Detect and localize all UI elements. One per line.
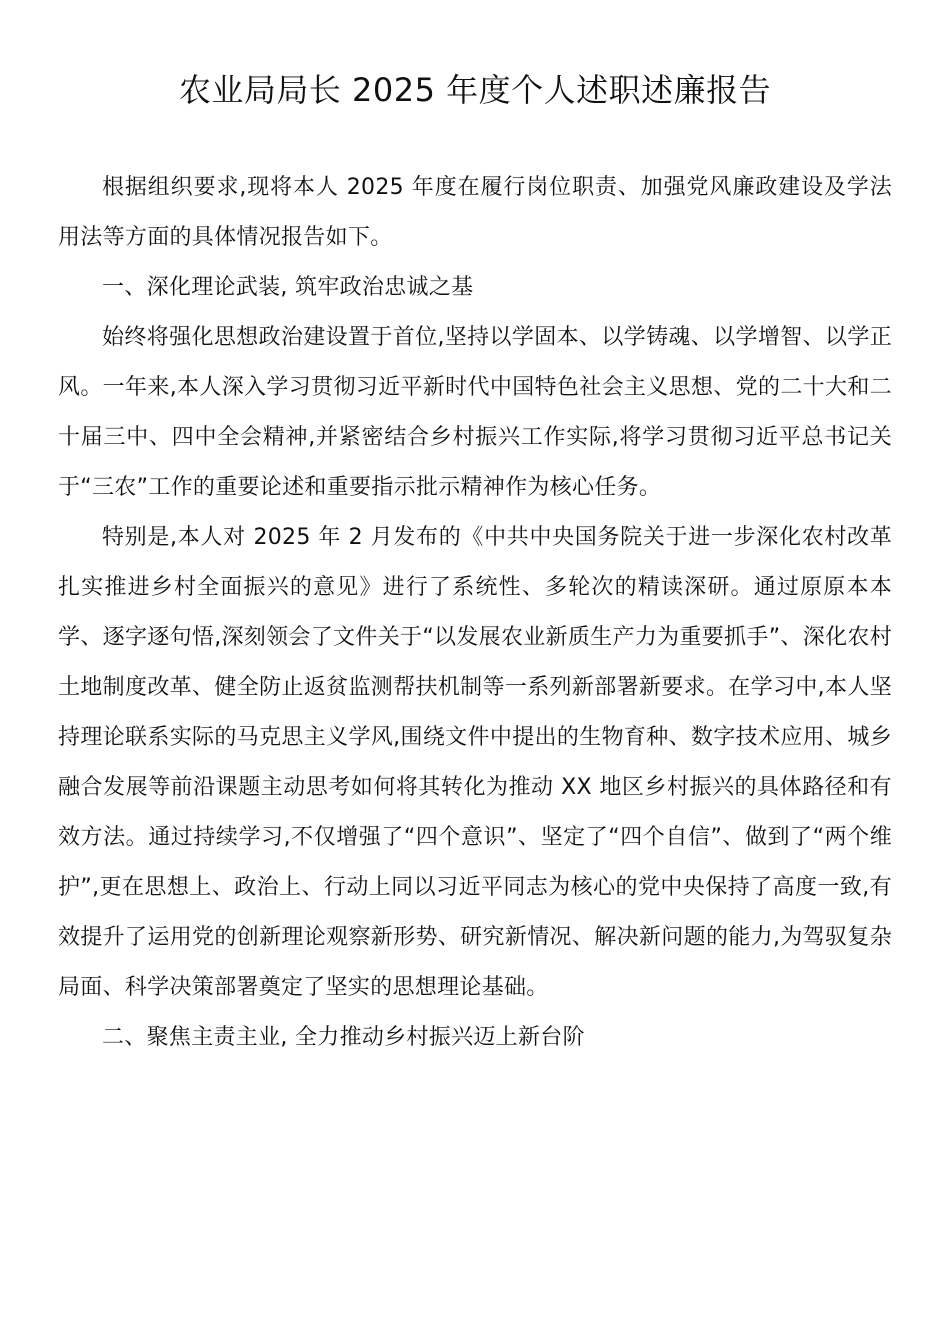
section-heading-1: 一、深化理论武装, 筑牢政治忠诚之基 xyxy=(102,275,474,300)
section1-paragraph-1: 始终将强化思想政治建设置于首位,坚持以学固本、以学铸魂、以学增智、以学正风。一年来,本人深入学习贯彻习近平新时代中国特色社会主义思想、党的二十大和二十届三中、四中全会精神,并紧密结合乡村振兴工作实际,将学习贯彻习近平总书记关于“三农”工作的重要论述和重要指示批示精神作为核心任务。 xyxy=(58,325,892,500)
intro-paragraph: 根据组织要求,现将本人 2025 年度在履行岗位职责、加强党风廉政建设及学法用法等方面的具体情况报告如下。 xyxy=(58,175,892,250)
section1-paragraph-2: 特别是,本人对 2025 年 2 月发布的《中共中央国务院关于进一步深化农村改革扎实推进乡村全面振兴的意见》进行了系统性、多轮次的精读深研。通过原原本本学、逐字逐句悟,深刻领会了文件关于“以发展农业新质生产力为重要抓手”、深化农村土地制度改革、健全防止返贫监测帮扶机制等一系列新部署新要求。在学习中,本人坚持理论联系实际的马克思主义学风,围绕文件中提出的生物育种、数字技术应用、城乡融合发展等前沿课题主动思考如何将其转化为推动 XX 地区乡村振兴的具体路径和有效方法。通过持续学习,不仅增强了“四个意识”、坚定了“四个自信”、做到了“两个维护”,更在思想上、政治上、行动上同以习近平同志为核心的党中央保持了高度一致,有效提升了运用党的创新理论观察新形势、研究新情况、解决新问题的能力,为驾驭复杂局面、科学决策部署奠定了坚实的思想理论基础。 xyxy=(58,525,892,1000)
document-title: 农业局局长 2025 年度个人述职述廉报告 xyxy=(178,71,772,109)
document-body xyxy=(58,163,892,1063)
document-page xyxy=(58,0,892,1344)
section-heading-2: 二、聚焦主责主业, 全力推动乡村振兴迈上新台阶 xyxy=(102,1025,585,1050)
